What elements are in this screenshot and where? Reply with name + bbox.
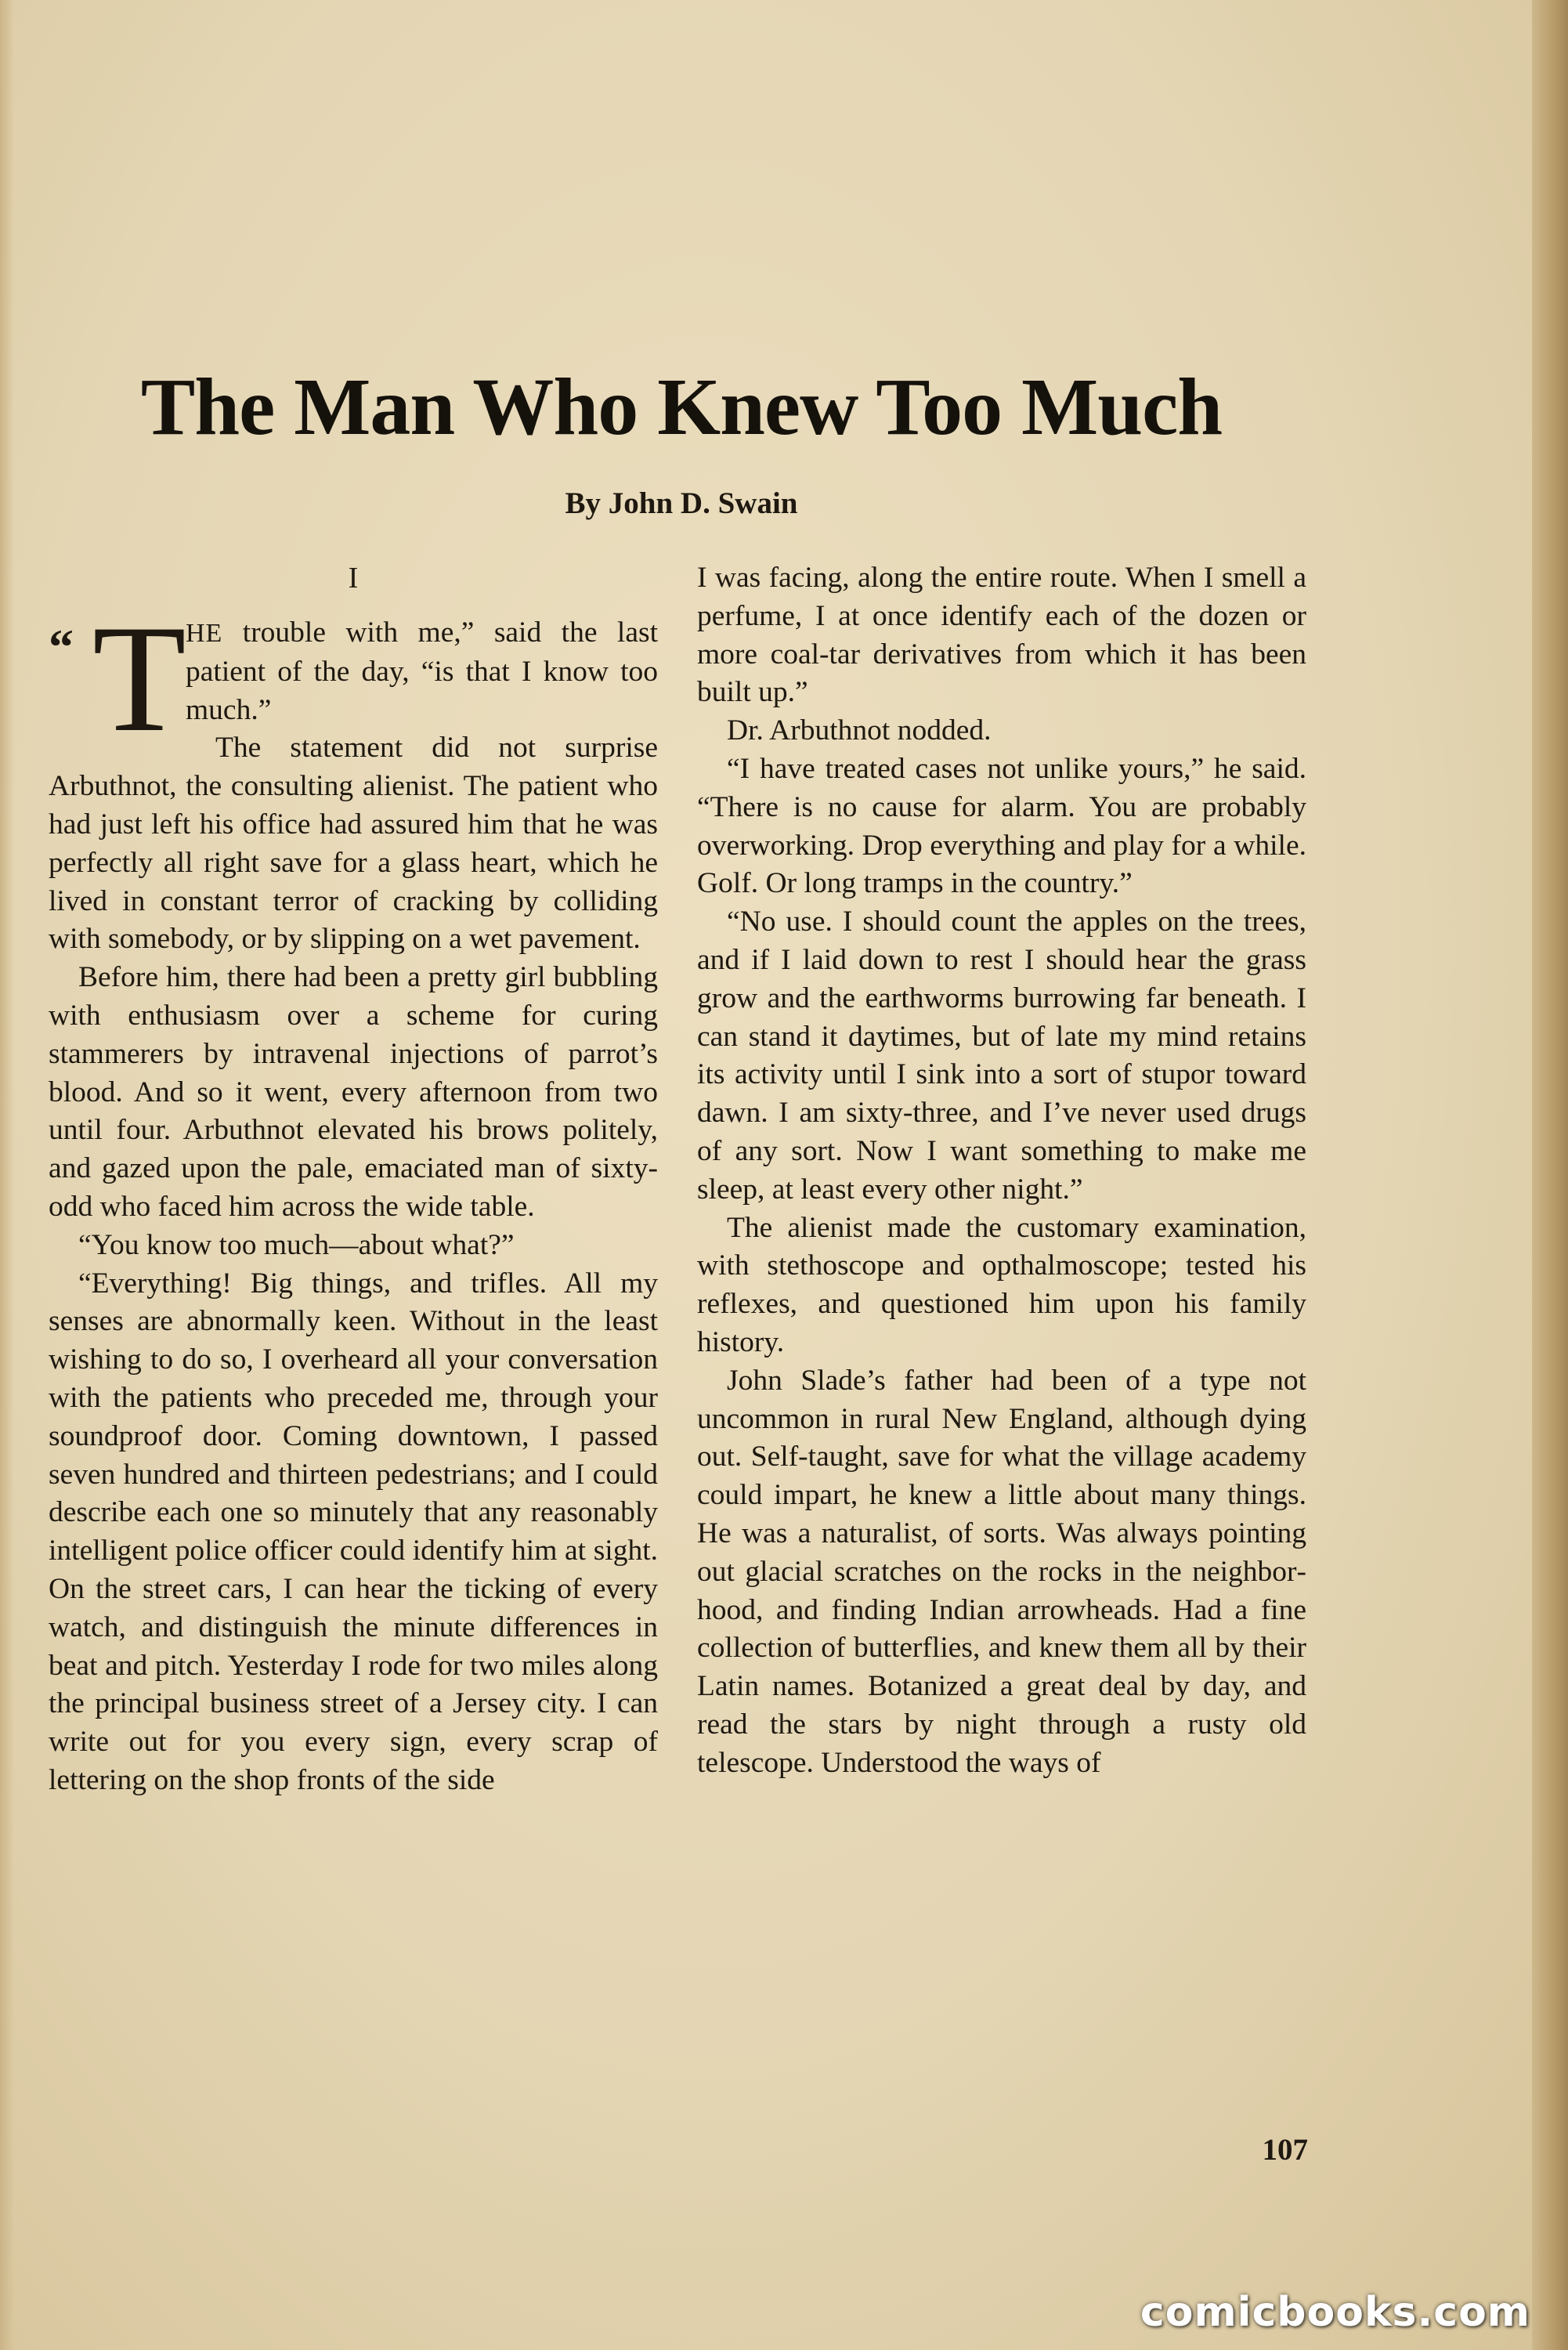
- page-binding-edge: [1532, 0, 1568, 2350]
- continued-paragraph: I was facing, along the entire route. When I smell a perfume, I at once identify each of the dozen or more coal-tar derivatives from which it has been built up.”: [697, 562, 1306, 709]
- drop-cap-quote: “: [49, 619, 74, 674]
- paragraph: John Slade’s father had been of a type not uncommon in rural New England, although dying out. Self-taught, save for what the village academy could impart, he knew a little about many things. He was a naturalist, of sorts. Was always pointing out glacial scratches on the rocks in the neighborhood, and finding Indian arrowheads. Had a fine collection of butterflies, and knew them all by their Latin names. Botanized a great deal by day, and read the stars by night through a rusty old telescope. Understood the ways of: [697, 1364, 1306, 1779]
- opening-paragraph: [49, 594, 658, 764]
- story-byline: By John D. Swain: [565, 486, 798, 520]
- text-column-left: [49, 559, 658, 1800]
- story-title: The Man Who Knew Too Much: [140, 362, 1223, 452]
- paragraph: “You know too much—about what?”: [78, 1228, 515, 1261]
- opening-smallcaps: HE: [186, 619, 223, 648]
- section-number: I: [348, 562, 359, 595]
- paragraph: “I have treated cases not unlike yours,” he said. “There is no cause for alarm. You are probably overworking. Drop everything and play for a while. Golf. Or long tramps in the country.”: [697, 752, 1306, 900]
- page-left-shadow: [0, 0, 14, 2350]
- drop-cap: [49, 594, 186, 764]
- text-column-right: [697, 559, 1306, 1783]
- drop-cap-letter: T: [92, 594, 186, 764]
- paragraph: The statement did not surprise Arbuthnot, the consulting alienist. The patient who had just left his office had assured him that he was perfectly all right save for a glass heart, which he lived in constant terror of cracking by colliding with somebody, or by slipping on a wet pavement.: [49, 732, 658, 956]
- paragraph: “No use. I should count the apples on the trees, and if I laid down to rest I should hear the grass grow and the earthworms burrowing far beneath. I can stand it daytimes, but of late my mind retains its activity until I sink into a sort of stupor toward dawn. I am sixty-three, and I’ve never used drugs of any sort. Now I want something to make me sleep, at least every other night.”: [697, 906, 1306, 1206]
- page-number: 107: [1262, 2133, 1308, 2167]
- paragraph: Before him, there had been a pretty girl bubbling with enthusiasm over a scheme for curing stammerers by intravenal injections of parrot’s blood. And so it went, every afternoon from two until four. Arbuthnot elevated his brows politely, and gazed upon the pale, emaciated man of sixty-odd who faced him across the wide table.: [49, 961, 658, 1223]
- watermark-logo: comicbooks.com: [1140, 2289, 1530, 2336]
- opening-text: trouble with me,” said the last patient of the day, “is that I know too much.”: [186, 616, 658, 726]
- paragraph: Dr. Arbuthnot nodded.: [727, 714, 992, 747]
- paragraph: “Everything! Big things, and trifles. All my senses are abnormally keen. Without in the least wishing to do so, I overheard all your conversation with the patients who preceded me, through your soundproof door. Coming downtown, I passed seven hundred and thirteen pedestrians; and I could describe each one so minutely that any reasonably intelligent police officer could identify him at sight. On the street cars, I can hear the ticking of every watch, and distinguish the minute differences in beat and pitch. Yesterday I rode for two miles along the principal business street of a Jersey city. I can write out for you every sign, every scrap of lettering on the shop fronts of the side: [49, 1267, 658, 1796]
- paragraph: The alienist made the customary examination, with stethoscope and opthalmoscope; tested his reflexes, and questioned him upon his family history.: [697, 1211, 1306, 1358]
